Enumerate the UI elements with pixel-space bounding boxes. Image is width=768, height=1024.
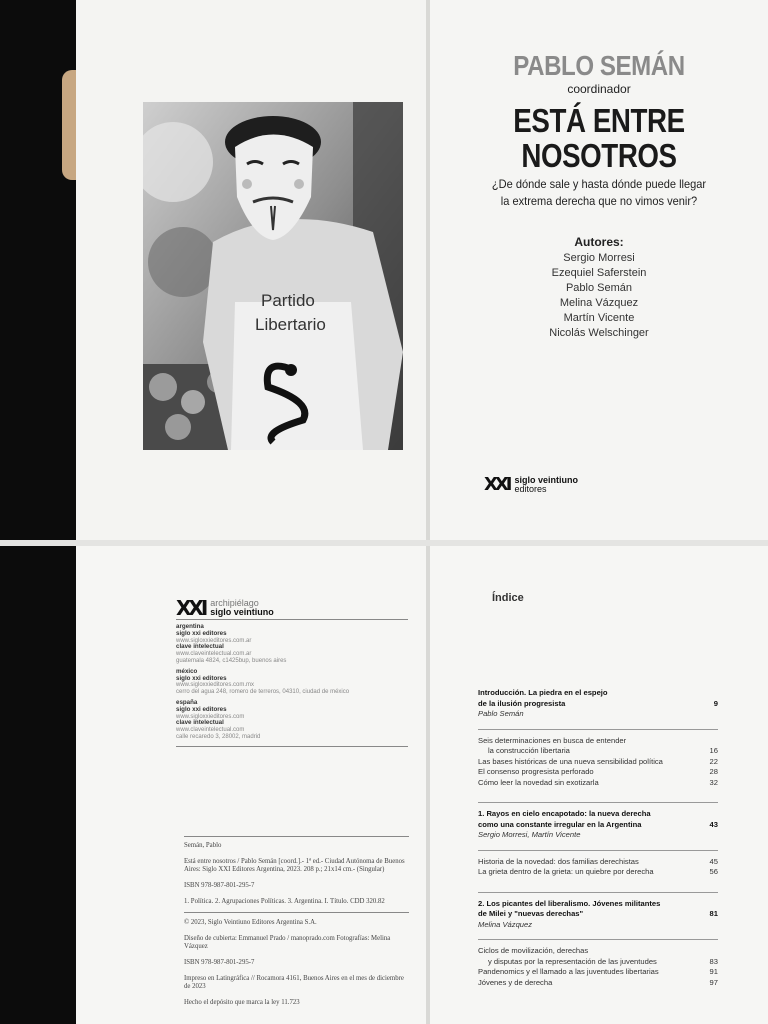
left-gutter (0, 0, 76, 1024)
toc-separator (478, 850, 718, 851)
shirt-text-line2: Libertario (255, 315, 326, 334)
subtitle-line: la extrema derecha que no vimos venir? (500, 194, 698, 208)
toc-intro-author (478, 709, 718, 720)
publisher-sub: editores (514, 483, 547, 494)
toc-entry-title: Ciclos de movilización, derechas (478, 946, 589, 955)
toc-entry-title: y disputas por la representación de las juventudes (488, 956, 657, 966)
toc-section (478, 967, 718, 978)
toc-page-number (700, 736, 718, 747)
title-line: ESTÁ ENTRE (513, 102, 685, 139)
toc-separator (478, 892, 718, 893)
catalog-line: ISBN 978-987-801-295-7 (184, 882, 255, 889)
shirt-text-line1: Partido (261, 291, 315, 310)
toc-entry-title: como una constante irregular en la Argentina (478, 819, 642, 829)
country-name: argentina (176, 623, 204, 630)
author-name: Nicolás Welschinger (549, 327, 649, 339)
toc-entry-title: la construcción libertaria (488, 746, 570, 755)
toc-section (478, 746, 718, 757)
address-line: siglo xxi editores (176, 629, 227, 637)
toc-separator (478, 939, 718, 940)
toc-section (478, 957, 718, 968)
toc-section (478, 978, 718, 989)
toc-entry-title: La grieta dentro de la grieta: un quiebre por derecha (478, 867, 654, 876)
catalog-line: 1. Política. 2. Agrupaciones Políticas. 3. Argentina. I. Título. CDD 320.82 (184, 898, 385, 905)
author-role: coordinador (567, 82, 631, 96)
toc-entry-title: Cómo leer la novedad sin exotizarla (478, 777, 599, 787)
index-page (430, 546, 768, 1024)
author-name: Ezequiel Saferstein (551, 267, 647, 279)
author-name: Martín Vicente (563, 312, 635, 324)
toc-chapter-authors (478, 830, 718, 841)
authors-heading: Autores: (574, 235, 624, 249)
toc-intro-title (478, 699, 718, 710)
photo-illustration (143, 102, 403, 450)
imprint-page (76, 546, 426, 1024)
author-name: Sergio Morresi (563, 252, 635, 264)
authors-list (430, 251, 768, 341)
address-line: www.sigloxxieditores.com.mx (176, 682, 255, 689)
toc-entry-title: Melina Vázquez (478, 919, 533, 929)
toc-page-number (700, 946, 718, 957)
toc-page-number (700, 809, 718, 820)
toc-entry-title: Historia de la novedad: dos familias derechistas (478, 856, 639, 866)
toc-chapter-title (478, 909, 718, 920)
catalog-line: Está entre nosotros / Pablo Semán [coord.].- 1ª ed.- Ciudad Autónoma de Buenos Aires: Siglo XXI Editores Argentina, 2023. 208 p.; 21x14 cm.- (Singular) (184, 858, 405, 873)
author-name: Pablo Semán (565, 282, 633, 294)
toc-section (478, 946, 718, 957)
address-line: www.claveintelectual.com.ar (176, 651, 252, 658)
table-of-contents (478, 688, 718, 988)
subtitle-line: ¿De dónde sale y hasta dónde puede llegar (491, 177, 707, 191)
toc-page-number: 97 (709, 977, 718, 987)
rule (176, 619, 408, 620)
toc-intro-title (478, 688, 718, 699)
collection-logo (176, 596, 274, 620)
publisher-name: siglo veintiuno (514, 474, 578, 485)
toc-page-number: 22 (709, 756, 718, 766)
toc-section (478, 736, 718, 747)
address-line: calle recaredo 3, 28002, madrid (176, 733, 261, 740)
address-line: clave intelectual (176, 719, 224, 727)
toc-page-number: 81 (709, 909, 718, 918)
toc-chapter-title (478, 820, 718, 831)
toc-entry-title: Jóvenes y de derecha (478, 977, 553, 987)
toc-page-number: 43 (709, 819, 718, 829)
address-line: www.claveintelectual.com (176, 727, 245, 734)
address-line: clave intelectual (176, 643, 224, 651)
toc-entry-title: El consenso progresista perforado (478, 767, 594, 776)
toc-entry-title: 1. Rayos en cielo encapotado: la nueva derecha (478, 809, 651, 818)
address-line: siglo xxi editores (176, 705, 227, 713)
address-line: siglo xxi editores (176, 674, 227, 682)
toc-page-number (700, 830, 718, 841)
credit-line: © 2023, Siglo Veintiuno Editores Argentina S.A. (184, 919, 317, 926)
toc-page-number: 45 (709, 856, 718, 866)
toc-page-number (700, 920, 718, 931)
toc-entry-title: Seis determinaciones en busca de entender (478, 735, 627, 745)
toc-section (478, 757, 718, 768)
toc-chapter-title (478, 899, 718, 910)
index-heading: Índice (492, 592, 524, 604)
country-name: españa (176, 698, 198, 706)
toc-chapter-title (478, 809, 718, 820)
toc-page-number: 56 (709, 867, 718, 876)
toc-page-number (700, 899, 718, 910)
toc-page-number: 9 (713, 698, 718, 708)
country-addresses (176, 624, 408, 741)
rule (184, 912, 409, 913)
country-name: méxico (176, 667, 198, 675)
toc-entry-title: de la ilusión progresista (478, 698, 566, 708)
cover-photo (143, 102, 403, 450)
toc-entry-title: 2. Los picantes del liberalismo. Jóvenes militantes (478, 898, 661, 908)
toc-entry-title: Sergio Morresi, Martín Vicente (478, 830, 581, 839)
toc-section (478, 778, 718, 789)
toc-separator (478, 729, 718, 730)
toc-entry-title: Las bases históricas de una nueva sensibilidad política (478, 756, 663, 766)
toc-section (478, 867, 718, 878)
book-author: PABLO SEMÁN (513, 50, 685, 81)
address-line: cerro del agua 248, romero de terreros, 04310, ciudad de méxico (176, 689, 350, 696)
credit-line: Impreso en Latingráfica // Rocamora 4161, Buenos Aires en el mes de diciembre de 2023 (184, 975, 404, 990)
catalog-line: Semán, Pablo (184, 842, 222, 849)
publisher-mark: XXI (176, 596, 206, 620)
toc-page-number: 83 (709, 956, 718, 966)
toc-separator (478, 802, 718, 803)
rule (184, 836, 409, 837)
toc-page-number (700, 709, 718, 720)
address-line: www.sigloxxieditores.com (176, 713, 245, 720)
toc-entry-title: Introducción. La piedra en el espejo (478, 688, 608, 697)
address-line: www.sigloxxieditores.com.ar (176, 637, 252, 644)
imprint-publisher: siglo veintiuno (210, 607, 274, 617)
toc-page-number: 91 (709, 967, 718, 976)
credit-line: ISBN 978-987-801-295-7 (184, 959, 255, 966)
toc-page-number: 28 (709, 767, 718, 776)
credit-line: Diseño de cubierta: Emmanuel Prado / manoprado.com Fotografías: Melina Vázquez (184, 935, 391, 950)
country-block (176, 700, 408, 741)
credit-line: Hecho el depósito que marca la ley 11.723 (184, 999, 300, 1006)
title-line: NOSOTROS (521, 137, 677, 174)
book-title (457, 103, 741, 173)
author-name: Melina Vázquez (559, 297, 639, 309)
catalog-record (184, 842, 409, 1015)
rule (176, 746, 408, 747)
toc-page-number: 32 (709, 777, 718, 787)
photo-page (76, 0, 426, 540)
toc-chapter-authors (478, 920, 718, 931)
publisher-logo (484, 474, 578, 495)
publisher-mark: XXI (484, 474, 510, 495)
toc-entry-title: Pandenomics y el llamado a las juventudes libertarias (478, 967, 659, 976)
toc-section (478, 857, 718, 868)
title-page (430, 0, 768, 540)
toc-page-number (700, 688, 718, 699)
country-block (176, 624, 408, 665)
address-line: guatemala 4824, c1425bup, buenos aires (176, 657, 287, 664)
toc-entry-title: Pablo Semán (478, 709, 524, 718)
toc-entry-title: de Milei y "nuevas derechas" (478, 909, 584, 918)
collection-name: archipiélago (210, 598, 259, 608)
toc-section (478, 767, 718, 778)
toc-page-number: 16 (709, 746, 718, 755)
book-subtitle (444, 176, 755, 210)
country-block (176, 669, 408, 696)
